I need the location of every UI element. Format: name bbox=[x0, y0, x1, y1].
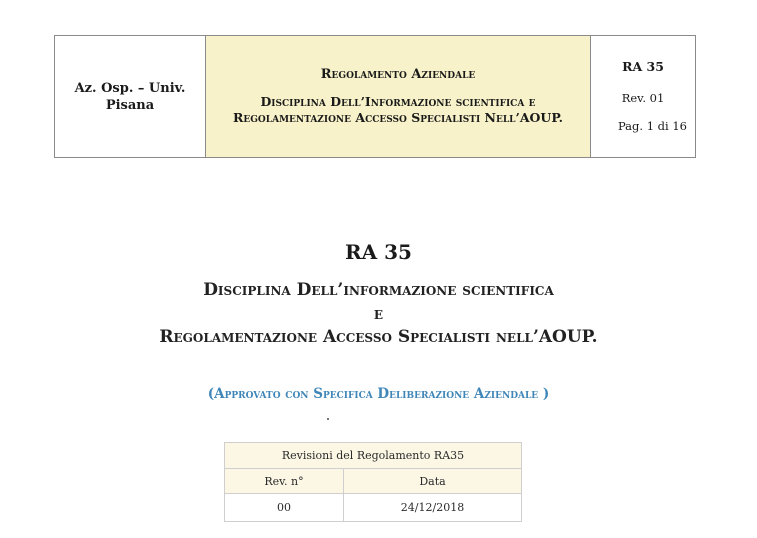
revisions-table bbox=[224, 442, 522, 522]
header-organization bbox=[55, 36, 206, 157]
main-title-line2: e bbox=[373, 304, 384, 324]
column-header-date: Data bbox=[344, 469, 522, 494]
document-header bbox=[54, 35, 696, 158]
header-page-number: Pag. 1 di 16 bbox=[617, 119, 687, 133]
main-title-line3: Regolamentazione Accesso Specialisti nell’AOUP. bbox=[159, 327, 598, 347]
header-doc-info bbox=[591, 36, 695, 157]
header-doc-type: Regolamento Aziendale bbox=[320, 67, 476, 82]
header-doc-code: RA 35 bbox=[622, 59, 664, 74]
column-header-rev: Rev. n° bbox=[225, 469, 344, 494]
organization-name-line1: Az. Osp. – Univ. bbox=[74, 80, 186, 96]
main-title-line1: Disciplina Dell’informazione scientifica bbox=[203, 280, 554, 300]
header-revision: Rev. 01 bbox=[621, 91, 665, 105]
revision-number-cell: 00 bbox=[225, 494, 344, 522]
scan-mark bbox=[327, 418, 329, 420]
approval-note: (Approvato con Specifica Deliberazione Aziendale ) bbox=[207, 386, 550, 402]
header-document-title bbox=[206, 36, 591, 157]
revisions-table-caption: Revisioni del Regolamento RA35 bbox=[225, 443, 522, 469]
organization-name-line2: Pisana bbox=[105, 97, 155, 113]
table-row bbox=[225, 494, 522, 522]
revision-date-cell: 24/12/2018 bbox=[344, 494, 522, 522]
main-title-code: RA 35 bbox=[345, 240, 412, 264]
header-doc-title: Disciplina Dell’Informazione scientifica e Regolamentazione Accesso Specialisti Nell’AOUP. bbox=[232, 94, 564, 125]
